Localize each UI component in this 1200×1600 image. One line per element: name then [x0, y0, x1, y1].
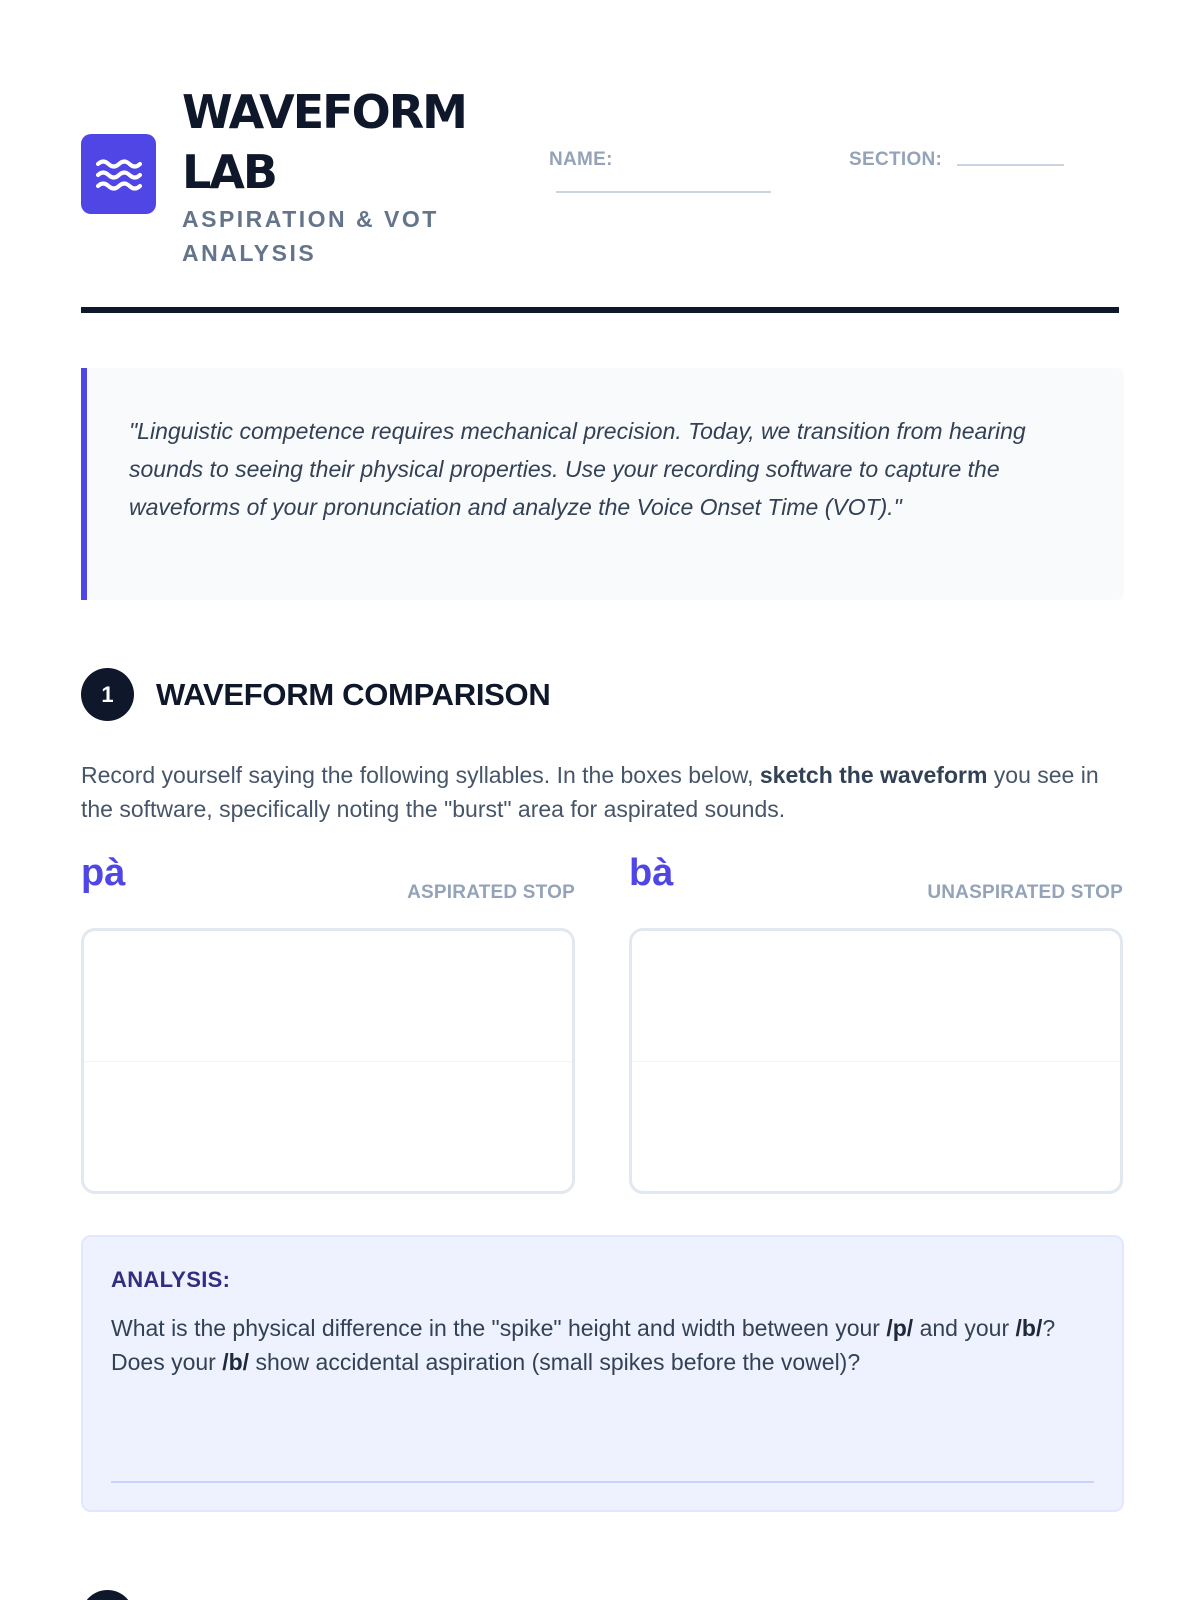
question-text: ? Does your	[111, 1315, 1056, 1375]
sketch-baseline	[84, 1061, 572, 1062]
intro-quote	[81, 368, 1124, 600]
section-heading	[81, 668, 550, 721]
header-divider	[81, 307, 1119, 313]
sketch-baseline	[632, 1061, 1120, 1062]
name-label: NAME:	[549, 149, 613, 170]
question-text: and your	[913, 1315, 1016, 1341]
analysis-box	[81, 1235, 1124, 1512]
instructions-text: Record yourself saying the following syllables. In the boxes below,	[81, 762, 760, 788]
instructions-emphasis: sketch the waveform	[759, 762, 988, 788]
syllable-label: bà	[629, 852, 674, 894]
question-text: What is the physical difference in the "spike" height and width between your	[111, 1315, 887, 1341]
syllable-header	[81, 852, 575, 910]
phoneme-b: /b/	[222, 1349, 250, 1375]
phoneme-p: /p/	[886, 1315, 914, 1341]
next-section-badge	[81, 1590, 134, 1600]
question-text: show accidental aspiration (small spikes before the vowel)?	[249, 1349, 861, 1375]
section-title: WAVEFORM COMPARISON	[156, 676, 551, 712]
section-number-badge: 1	[81, 668, 134, 721]
section-label: SECTION:	[849, 149, 943, 170]
instructions-text-end: you see in the software, specifically noting the "burst" area for aspirated sounds.	[81, 762, 1099, 822]
syllable-label: pà	[81, 852, 126, 894]
syllable-panel-ba	[629, 852, 1123, 910]
syllable-panel-pa	[81, 852, 575, 910]
section-field[interactable]	[957, 164, 1064, 166]
quote-text: "Linguistic competence requires mechanical precision. Today, we transition from hearing sounds to seeing their physical properties. Use your recording software to capture the waveforms of your pronunciation and analyze the Voice Onset Time (VOT)."	[129, 418, 1026, 520]
waveform-sketch-box[interactable]	[81, 928, 575, 1194]
section-instructions	[81, 758, 1126, 826]
syllable-type: UNASPIRATED STOP	[927, 882, 1123, 903]
syllable-type: ASPIRATED STOP	[407, 882, 575, 903]
name-field[interactable]	[556, 191, 771, 193]
page-subtitle: ASPIRATION & VOT ANALYSIS	[182, 206, 439, 266]
worksheet-header	[81, 0, 1119, 310]
answer-line[interactable]	[111, 1481, 1094, 1483]
analysis-question	[111, 1311, 1071, 1379]
waves-icon	[81, 134, 156, 214]
phoneme-b: /b/	[1015, 1315, 1043, 1341]
syllable-header	[629, 852, 1123, 910]
waveform-sketch-box[interactable]	[629, 928, 1123, 1194]
page-title: WAVEFORM LAB	[182, 85, 466, 199]
analysis-label: ANALYSIS:	[111, 1267, 231, 1292]
